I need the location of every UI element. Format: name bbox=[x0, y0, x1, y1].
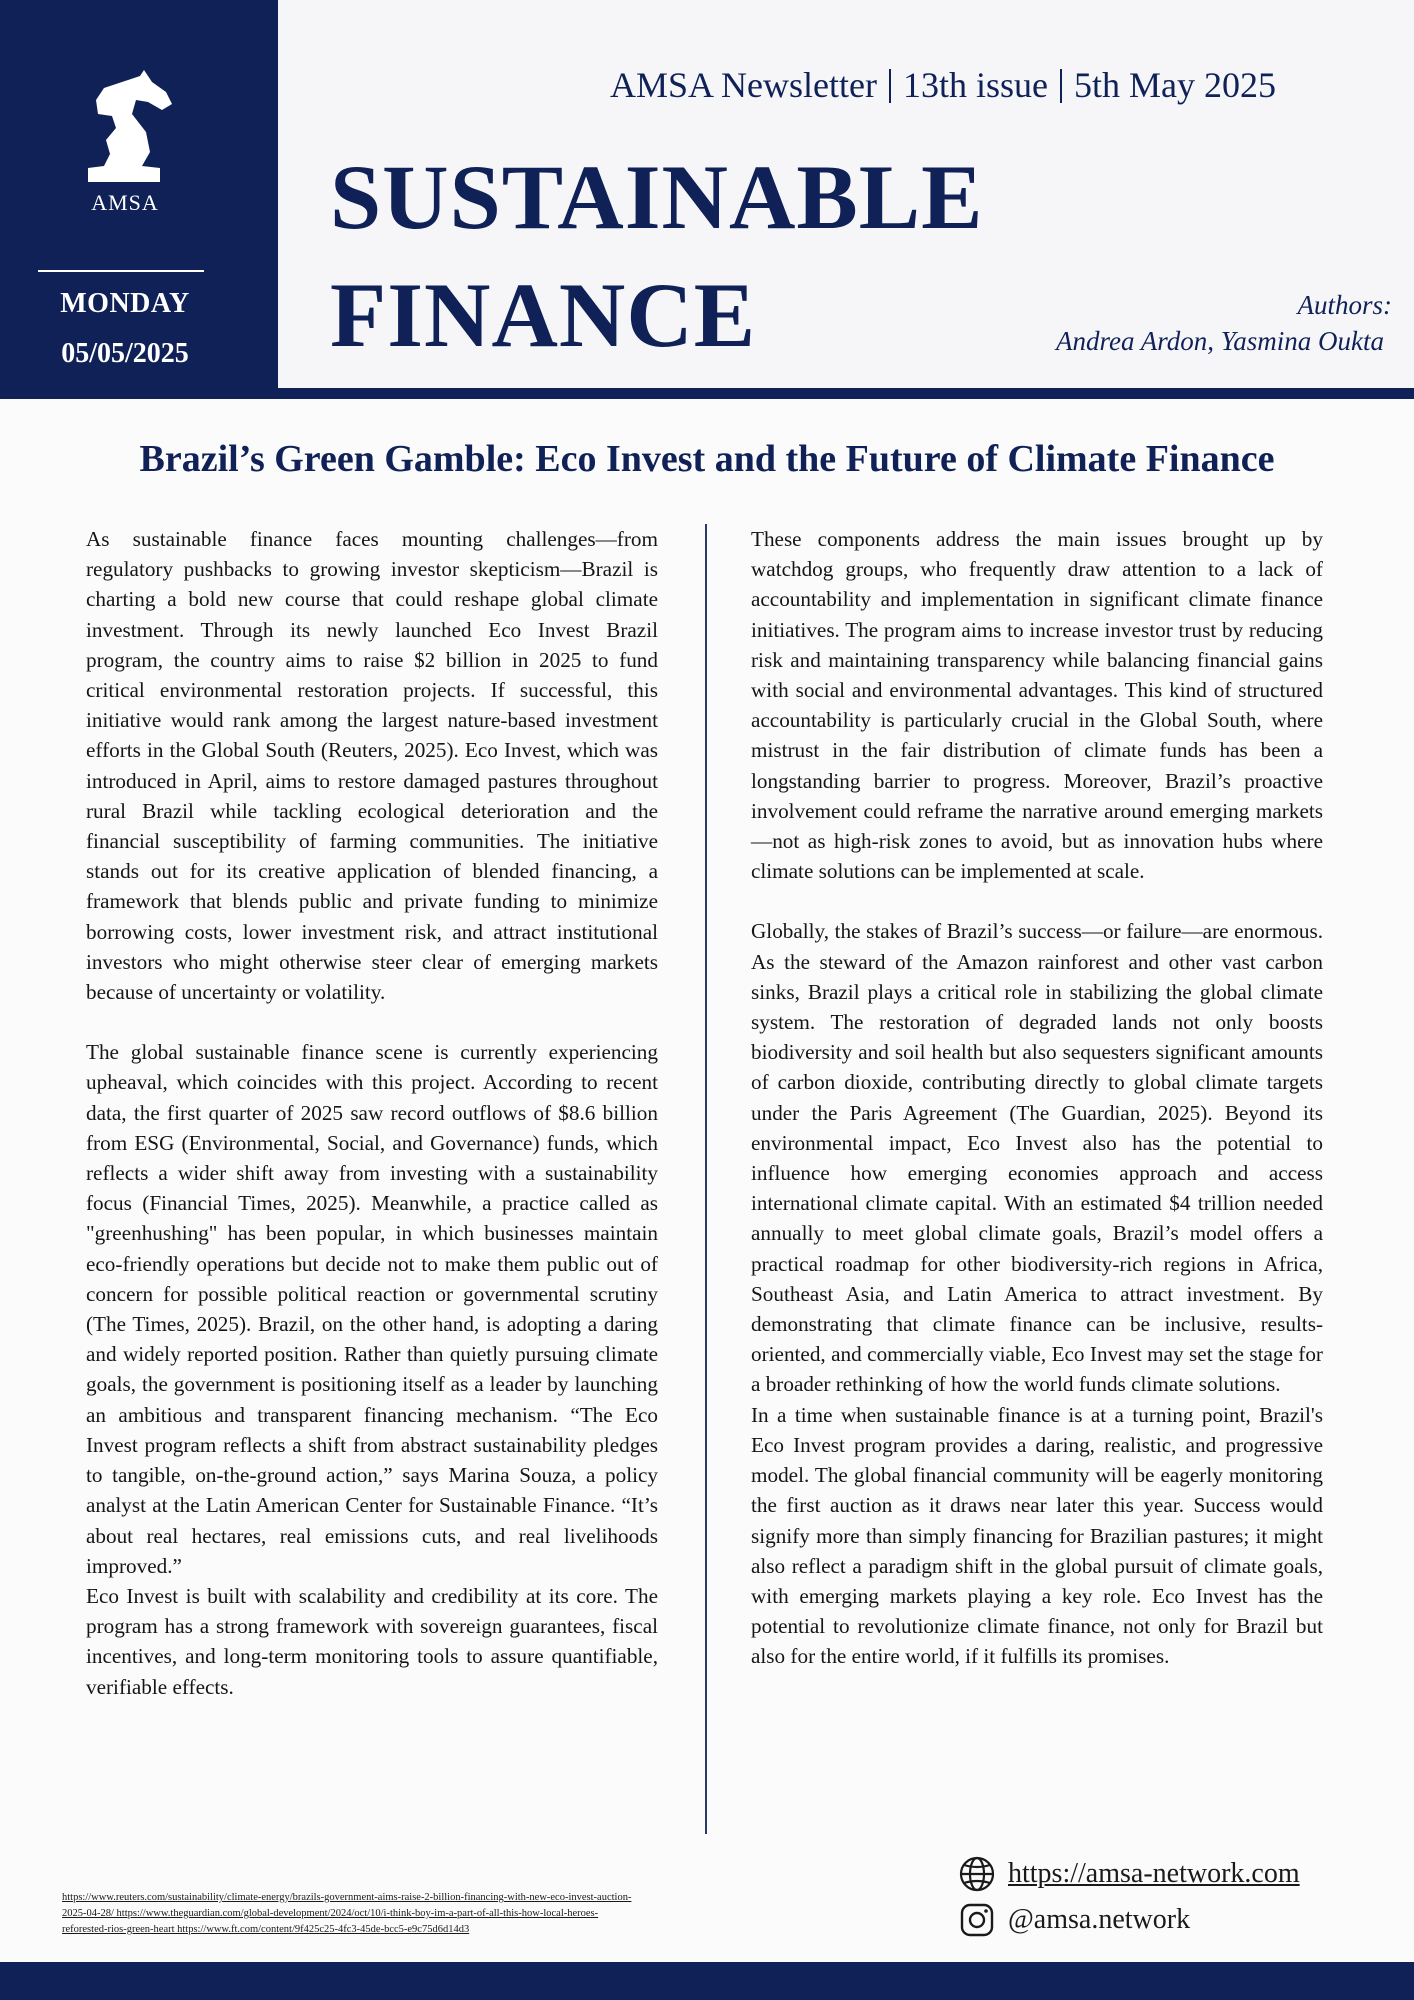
instagram-icon bbox=[958, 1901, 996, 1939]
paragraph: As sustainable finance faces mounting challenges—from regulatory pushbacks to growing investor skepticism—Brazil is charting a bold new course that could reshape global climate investment. Through its newly launched Eco Invest Brazil program, the country aims to raise $2 billion in 2025 to fund critical environmental restoration projects. If successful, this initiative would rank among the largest nature-based investment efforts in the Global South (Reuters, 2025). Eco Invest, which was introduced in April, aims to restore damaged pastures throughout rural Brazil while tackling ecological deterioration and the financial susceptibility of farming communities. The initiative stands out for its creative application of blended financing, a framework that blends public and private funding to minimize borrowing costs, lower investment risk, and attract institutional investors who might otherwise steer clear of emerging markets because of uncertainty or volatility. bbox=[86, 527, 658, 1005]
instagram-link-row[interactable] bbox=[958, 1898, 1190, 1942]
brand-sidebar bbox=[0, 0, 278, 395]
newsletter-name: AMSA Newsletter bbox=[610, 65, 877, 105]
footer-bar bbox=[0, 1962, 1414, 2000]
issue-date-numeric: 05/05/2025 bbox=[61, 338, 189, 369]
reference-link[interactable]: 2025-04-28/ https://www.theguardian.com/global-development/2024/oct/10/i-think-boy-im-a-part-of-all-this-how-local-heroes- bbox=[62, 1908, 599, 1919]
authors-label: Authors: bbox=[1297, 290, 1392, 320]
title-line-1: SUSTAINABLE bbox=[330, 146, 984, 248]
article-column-right bbox=[751, 524, 1323, 1672]
issue-date: 5th May 2025 bbox=[1074, 65, 1276, 105]
info-separator bbox=[889, 69, 891, 103]
newsletter-title bbox=[330, 138, 984, 374]
newsletter-info-line bbox=[610, 64, 1276, 106]
sidebar-divider bbox=[38, 270, 204, 272]
logo-wordmark: AMSA bbox=[91, 190, 159, 215]
instagram-handle[interactable]: @amsa.network bbox=[1008, 1904, 1191, 1935]
references bbox=[62, 1890, 762, 1938]
website-link-row[interactable] bbox=[958, 1854, 1300, 1894]
paragraph: In a time when sustainable finance is at a turning point, Brazil's Eco Invest program provides a daring, realistic, and progressive model. The global financial community will be eagerly monitoring the first auction as it draws near later this year. Success would signify more than simply financing for Brazilian pastures; it might also reflect a paradigm shift in the global pursuit of climate goals, with emerging markets playing a key role. Eco Invest has the potential to revolutionize climate finance, not only for Brazil but also for the entire world, if it fulfills its promises. bbox=[751, 1402, 1323, 1669]
paragraph: Eco Invest is built with scalability and credibility at its core. The program has a strong framework with sovereign guarantees, fiscal incentives, and long-term monitoring tools to assure quantifiable, verifiable effects. bbox=[86, 1583, 658, 1699]
info-separator bbox=[1060, 69, 1062, 103]
reference-link[interactable]: https://www.reuters.com/sustainability/climate-energy/brazils-government-aims-raise-2-billion-financing-with-new-eco-invest-auction- bbox=[62, 1892, 632, 1903]
header-divider bbox=[0, 388, 1414, 399]
article-headline: Brazil’s Green Gamble: Eco Invest and the Future of Climate Finance bbox=[139, 438, 1275, 480]
issue-weekday: MONDAY bbox=[60, 288, 190, 319]
reference-link[interactable]: reforested-rios-green-heart https://www.ft.com/content/9f425c25-4fc3-45de-bcc5-e9c75d6d14d3 bbox=[62, 1924, 470, 1935]
website-link[interactable]: https://amsa-network.com bbox=[1008, 1858, 1300, 1889]
column-divider bbox=[705, 524, 707, 1834]
amsa-horse-logo-icon bbox=[82, 70, 182, 190]
globe-icon bbox=[958, 1855, 996, 1893]
paragraph: Globally, the stakes of Brazil’s success—or failure—are enormous. As the steward of the Amazon rainforest and other vast carbon sinks, Brazil plays a critical role in stabilizing the global climate system. The restoration of degraded lands not only boosts biodiversity and soil health but also sequesters significant amounts of carbon dioxide, contributing directly to global climate targets under the Paris Agreement (The Guardian, 2025). Beyond its environmental impact, Eco Invest also has the potential to influence how emerging economies approach and access international climate capital. With an estimated $4 trillion needed annually to meet global climate goals, Brazil’s model offers a practical roadmap for other biodiversity-rich regions in Africa, Southeast Asia, and Latin America to attract investment. By demonstrating that climate finance can be inclusive, results-oriented, and commercially viable, Eco Invest may set the stage for a broader rethinking of how the world funds climate solutions. bbox=[751, 919, 1323, 1397]
title-line-2: FINANCE bbox=[330, 264, 757, 366]
article-column-left bbox=[86, 524, 658, 1702]
issue-number: 13th issue bbox=[902, 65, 1048, 105]
paragraph: The global sustainable finance scene is currently experiencing upheaval, which coincides with this project. According to recent data, the first quarter of 2025 saw record outflows of $8.6 billion from ESG (Environmental, Social, and Governance) funds, which reflects a wider shift away from investing with a sustainability focus (Financial Times, 2025). Meanwhile, a practice called as "greenhushing" has been popular, in which businesses maintain eco-friendly operations but decide not to make them public out of concern for possible political reaction or governmental scrutiny (The Times, 2025). Brazil, on the other hand, is adopting a daring and widely reported position. Rather than quietly pursuing climate goals, the government is positioning itself as a leader by launching an ambitious and transparent financing mechanism. “The Eco Invest program reflects a shift from abstract sustainability pledges to tangible, on-the-ground action,” says Marina Souza, a policy analyst at the Latin American Center for Sustainable Finance. “It’s about real hectares, real emissions cuts, and real livelihoods improved.” bbox=[86, 1040, 658, 1578]
authors-names: Andrea Ardon, Yasmina Oukta bbox=[1055, 326, 1384, 356]
paragraph: These components address the main issues brought up by watchdog groups, who frequently draw attention to a lack of accountability and implementation in significant climate finance initiatives. The program aims to increase investor trust by reducing risk and maintaining transparency while balancing financial gains with social and environmental advantages. This kind of structured accountability is particularly crucial in the Global South, where mistrust in the fair distribution of climate funds has been a longstanding barrier to progress. Moreover, Brazil’s proactive involvement could reframe the narrative around emerging markets—not as high-risk zones to avoid, but as innovation hubs where climate solutions can be implemented at scale. bbox=[751, 527, 1323, 884]
